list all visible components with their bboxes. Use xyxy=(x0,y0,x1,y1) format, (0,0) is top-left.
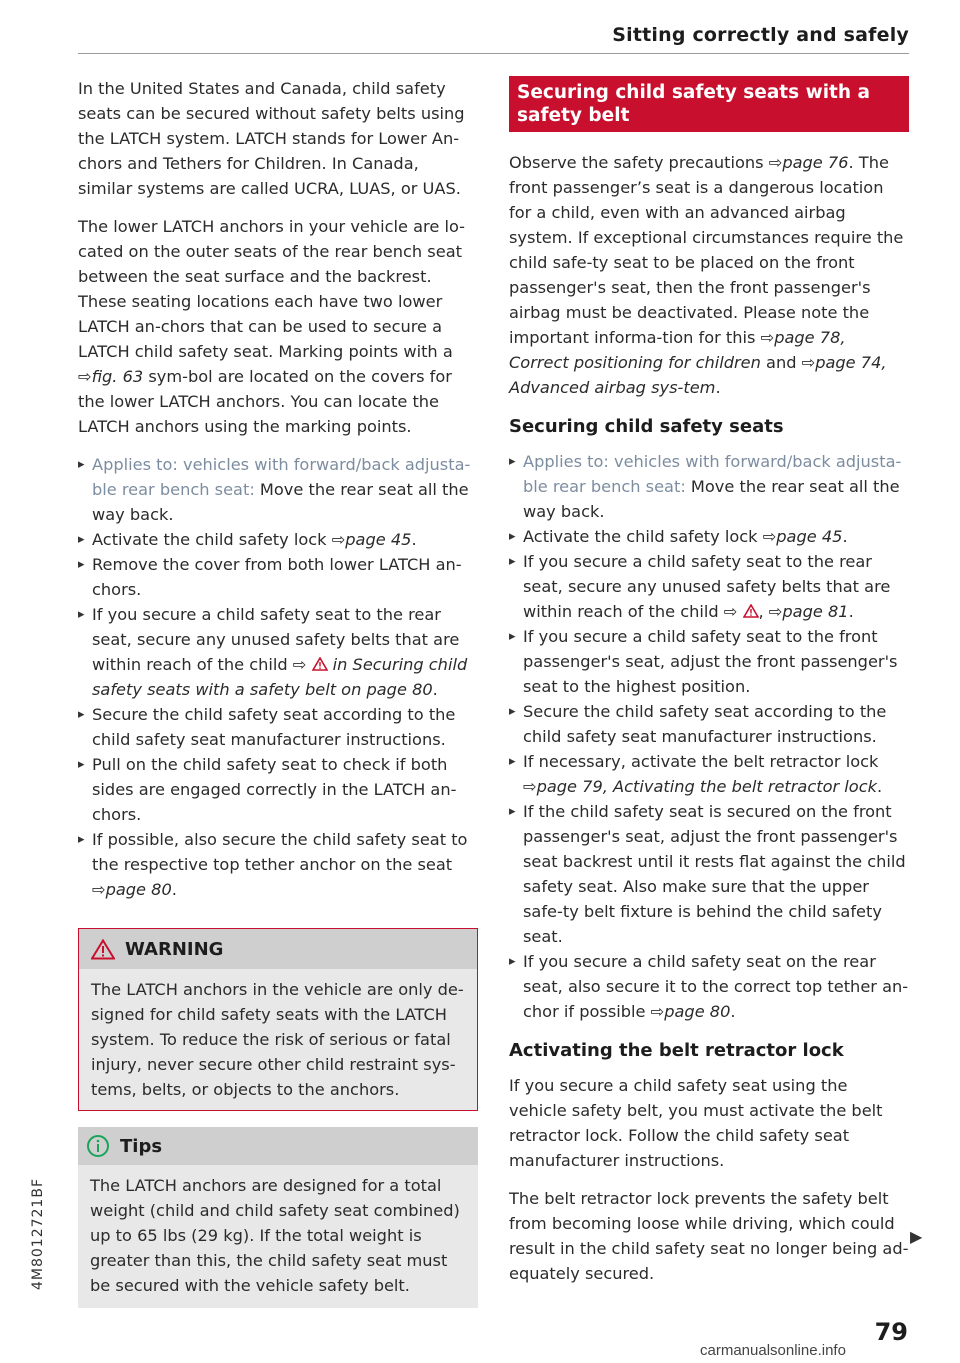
list-item: ▸ Activate the child safety lock ⇨page 45. xyxy=(509,524,909,549)
reference-arrow-icon: ⇨ xyxy=(650,1002,665,1021)
text-segment: Move the rear seat all the way back. xyxy=(92,480,469,524)
text-segment: If possible, also secure the child safety seat to the respective top tether anchor on the seat xyxy=(92,830,468,874)
section-heading: Securing child safety seats with a safety belt xyxy=(509,76,909,132)
reference-arrow-icon: ⇨ xyxy=(801,353,816,372)
applies-to-note: Applies to: vehicles with forward/back adjusta-ble rear bench seat: xyxy=(92,455,471,499)
text-segment: Observe the safety precautions xyxy=(509,153,769,172)
section-reference-link[interactable]: in Securing child safety seats with a safety belt on page 80 xyxy=(92,655,468,699)
reference-arrow-icon: ⇨ xyxy=(762,527,777,546)
list-item: ▸ If you secure a child safety seat to the rear seat, secure any unused safety belts that are within reach of the child ⇨ in Securing child safety seats with a safety belt on page 80. xyxy=(78,602,478,702)
text-segment: sym-bol are located on the covers for the lower LATCH anchors. You can locate the LATCH anchors using the marking points. xyxy=(78,367,452,436)
page-reference-link[interactable]: page 45 xyxy=(776,527,843,546)
reference-arrow-icon: ⇨ xyxy=(92,880,106,899)
info-icon xyxy=(86,1134,110,1158)
subheading-securing: Securing child safety seats xyxy=(509,416,784,437)
list-item: ▸ If you secure a child safety seat to the front passenger's seat, adjust the front passenger's seat to the highest position. xyxy=(509,624,909,699)
applies-to-note: Applies to: vehicles with forward/back adjusta-ble rear bench seat: xyxy=(523,452,902,496)
retractor-purpose-paragraph: The belt retractor lock prevents the safety belt from becoming loose while driving, which could result in the child safety seat no longer being ad-equately secured. xyxy=(509,1189,909,1283)
watermark: carmanualsonline.info xyxy=(700,1342,846,1359)
text-segment: and xyxy=(760,353,802,372)
reference-arrow-icon: ⇨ xyxy=(760,328,775,347)
list-item: ▸ Secure the child safety seat according to the child safety seat manufacturer instructions. xyxy=(509,699,909,749)
tips-title: Tips xyxy=(120,1135,163,1157)
text-segment: Activate the child safety lock xyxy=(523,527,763,546)
reference-arrow-icon: ⇨ xyxy=(523,777,537,796)
warning-box xyxy=(78,928,478,1111)
continue-arrow-icon: ▶ xyxy=(910,1227,923,1246)
list-item: ▸ Secure the child safety seat according to the child safety seat manufacturer instructions. xyxy=(78,702,478,752)
warning-triangle-icon xyxy=(91,939,115,960)
text-segment: If you secure a child safety seat to the rear seat, secure any unused safety belts that are within reach of the child xyxy=(92,605,460,674)
page-reference-link[interactable]: page 80 xyxy=(105,880,172,899)
left-column xyxy=(78,76,478,1308)
page-reference-link[interactable]: page 76 xyxy=(782,153,849,172)
intro-paragraph: In the United States and Canada, child safety seats can be secured without safety belts using the LATCH system. LATCH stands for Lower An-chors and Tethers for Children. In Canada, similar systems are called UCRA, LUAS, or UAS. xyxy=(78,79,465,198)
text-segment: . The front passenger’s seat is a dangerous location for a child, even with an advanced airbag system. If exceptional circumstances require the child safe-ty seat to be placed on the front passenger's seat, then the front passenger's airbag must be deactivated. Please note the important informa-tion for this xyxy=(509,153,904,347)
text-segment: Move the rear seat all the way back. xyxy=(523,477,900,521)
warning-triangle-icon xyxy=(743,604,759,618)
list-item: ▸ If possible, also secure the child safety seat to the respective top tether anchor on the seat ⇨page 80. xyxy=(78,827,478,902)
page-reference-link[interactable]: page 80 xyxy=(664,1002,731,1021)
text-segment: If you secure a child safety seat on the rear seat, also secure it to the correct top tether an-chor if possible xyxy=(523,952,909,1021)
warning-title: WARNING xyxy=(125,938,224,960)
reference-arrow-icon: ⇨ xyxy=(768,153,783,172)
list-item: ▸ Pull on the child safety seat to check if both sides are engaged correctly in the LATCH an-chors. xyxy=(78,752,478,827)
page-reference-link[interactable]: page 81 xyxy=(782,602,849,621)
text-segment: The lower LATCH anchors in your vehicle are lo-cated on the outer seats of the rear bench seat between the seat surface and the backrest. These seating locations each have two lower LATCH an-chors that can be used to secure a LATCH child safety seat. Marking points with a xyxy=(78,217,466,361)
page-reference-link[interactable]: page 45 xyxy=(345,530,412,549)
right-column xyxy=(509,76,909,1299)
page-header-title: Sitting correctly and safely xyxy=(612,24,909,46)
text-segment: If necessary, activate the belt retractor lock xyxy=(523,752,879,771)
warning-text: The LATCH anchors in the vehicle are only de-signed for child safety seats with the LATCH system. To reduce the risk of serious or fatal injury, never secure other child restraint sys-tems, belts, or objects to the anchors. xyxy=(79,969,477,1110)
reference-arrow-icon: ⇨ xyxy=(723,602,738,621)
list-item: ▸ If necessary, activate the belt retractor lock ⇨page 79, Activating the belt retractor lock. xyxy=(509,749,909,799)
list-item: ▸ Remove the cover from both lower LATCH an-chors. xyxy=(78,552,478,602)
reference-arrow-icon: ⇨ xyxy=(78,367,92,386)
warning-header xyxy=(79,929,477,969)
tips-text: The LATCH anchors are designed for a total weight (child and child safety seat combined) up to 65 lbs (29 kg). If the total weight is greater than this, the child safety seat must be secured with the vehicle safety belt. xyxy=(78,1165,478,1308)
figure-reference-link[interactable]: fig. 63 xyxy=(91,367,144,386)
list-item xyxy=(78,452,478,527)
document-code: 4M8012721BF xyxy=(30,1178,46,1290)
belt-steps-list xyxy=(509,449,909,1024)
reference-arrow-icon: ⇨ xyxy=(768,602,783,621)
warning-triangle-icon xyxy=(312,657,328,671)
text-segment: If you secure a child safety seat to the rear seat, secure any unused safety belts that are within reach of the child xyxy=(523,552,891,621)
retractor-paragraph: If you secure a child safety seat using the vehicle safety belt, you must activate the belt retractor lock. Follow the child safety seat manufacturer instructions. xyxy=(509,1076,883,1170)
tips-header xyxy=(78,1127,478,1165)
tips-box xyxy=(78,1127,478,1308)
section-reference-link[interactable]: page 78, Correct positioning for children xyxy=(509,328,846,372)
list-item: ▸ If the child safety seat is secured on the front passenger's seat, adjust the front passenger's seat backrest until it rests flat against the child safety seat. Also make sure that the upper safe-ty belt fixture is behind the child safety seat. xyxy=(509,799,909,949)
reference-arrow-icon: ⇨ xyxy=(331,530,346,549)
list-item: ▸ If you secure a child safety seat to the rear seat, secure any unused safety belts that are within reach of the child ⇨ , ⇨page 81. xyxy=(509,549,909,624)
latch-location-paragraph xyxy=(78,214,478,439)
section-reference-link[interactable]: page 79, Activating the belt retractor lock xyxy=(536,777,877,796)
list-item xyxy=(509,449,909,524)
latch-steps-list xyxy=(78,452,478,902)
list-item: ▸ If you secure a child safety seat on the rear seat, also secure it to the correct top tether an-chor if possible ⇨page 80. xyxy=(509,949,909,1024)
page-number: 79 xyxy=(874,1318,908,1346)
reference-arrow-icon: ⇨ xyxy=(292,655,307,674)
subheading-retractor: Activating the belt retractor lock xyxy=(509,1040,844,1061)
precautions-paragraph: Observe the safety precautions ⇨page 76. The front passenger’s seat is a dangerous location for a child, even with an advanced airbag system. If exceptional circumstances require the child safe-ty seat to be placed on the front passenger's seat, then the front passenger's airbag must be deactivated. Please note the important informa-tion for this ⇨page 78, Correct positioning for children and ⇨page 74, Advanced airbag sys-tem. xyxy=(509,153,904,397)
list-item: ▸ Activate the child safety lock ⇨page 45. xyxy=(78,527,478,552)
section-reference-link[interactable]: page 74, Advanced airbag sys-tem xyxy=(509,353,887,397)
text-segment: Activate the child safety lock xyxy=(92,530,332,549)
header-divider xyxy=(78,53,909,54)
